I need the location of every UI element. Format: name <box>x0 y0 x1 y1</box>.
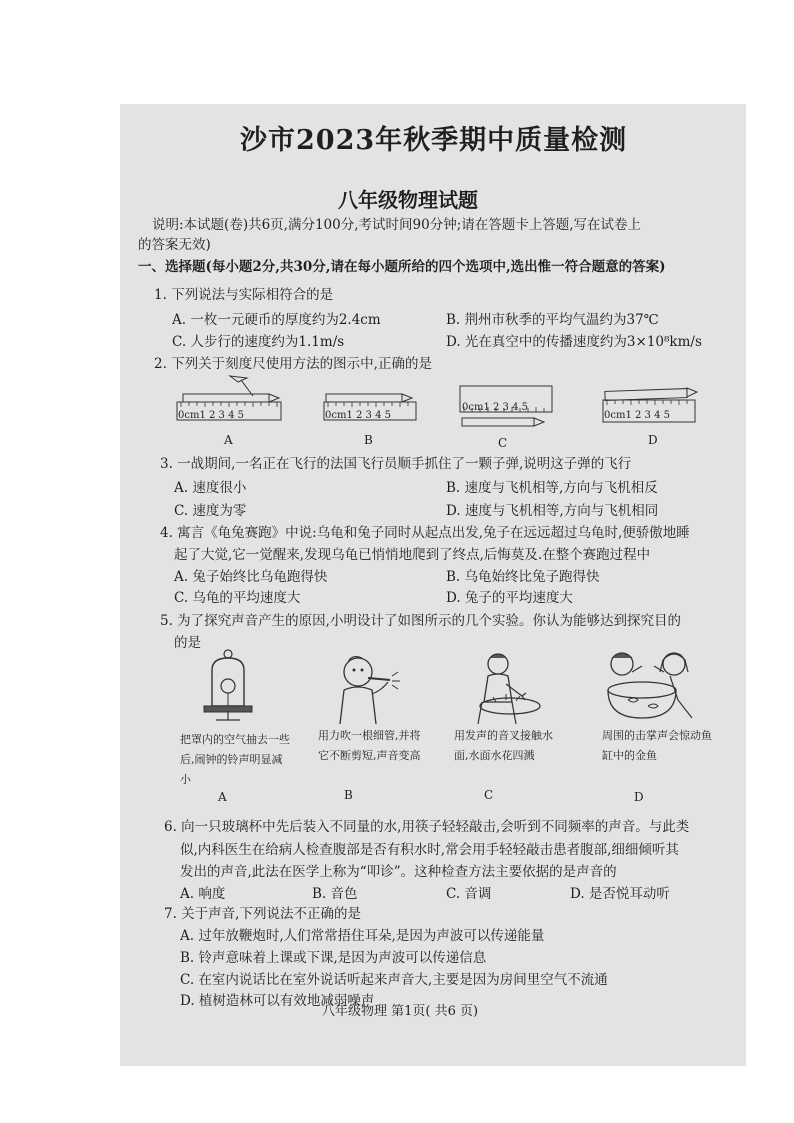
ruler-a-scale: 0cm1 2 3 4 5 <box>178 410 244 421</box>
q5-label-d: D <box>634 790 644 804</box>
q7-option-d: D. 植树造林可以有效地减弱噪声 <box>180 993 375 1009</box>
ruler-d-scale: 0cm1 2 3 4 5 <box>604 410 670 421</box>
q6-option-d: D. 是否悦耳动听 <box>570 886 670 902</box>
q2-label-a: A <box>224 433 233 447</box>
q6-option-c: C. 音调 <box>446 886 492 902</box>
q6-option-a: A. 响度 <box>180 886 226 902</box>
blowing-tube-illustration <box>330 650 404 724</box>
exam-title: 沙市2023年秋季期中质量检测 <box>240 125 628 156</box>
q5-caption-c: 用发声的音叉接触水面,水面水花四溅 <box>454 729 553 762</box>
q2-stem: 2. 下列关于刻度尺使用方法的图示中,正确的是 <box>154 356 432 372</box>
q7-option-a: A. 过年放鞭炮时,人们常常捂住耳朵,是因为声波可以传递能量 <box>180 928 545 944</box>
q6-stem-line3: 发出的声音,此法在医学上称为“叩诊”。这种检查方法主要依据的是声音的 <box>180 864 617 880</box>
q2-label-d: D <box>648 433 658 447</box>
q5-label-c: C <box>484 788 494 802</box>
bell-jar-illustration <box>196 648 260 724</box>
q1-option-c: C. 人步行的速度约为1.1m/s <box>172 334 345 350</box>
q4-option-d: D. 兔子的平均速度大 <box>446 590 573 606</box>
instructions-line1: 说明:本试题(卷)共6页,满分100分,考试时间90分钟;请在答题卡上答题,写在试卷上 <box>152 217 642 233</box>
q2-label-b: B <box>364 433 373 447</box>
q5-stem-line2: 的是 <box>174 635 201 651</box>
ruler-c-scale: 0cm1 2 3 4 5 <box>462 402 528 413</box>
exam-subtitle: 八年级物理试题 <box>338 188 478 212</box>
section-heading: 一、选择题(每小题2分,共30分,请在每小题所给的四个选项中,选出惟一符合题意的答案) <box>138 259 666 275</box>
q5-label-a: A <box>218 790 227 804</box>
q5-caption-d: 周围的击掌声会惊动鱼缸中的金鱼 <box>602 729 712 762</box>
q7-stem: 7. 关于声音,下列说法不正确的是 <box>164 906 361 922</box>
q7-option-c: C. 在室内说话比在室外说话听起来声音大,主要是因为房间里空气不流通 <box>180 972 608 988</box>
q6-stem-line1: 6. 向一只玻璃杯中先后装入不同量的水,用筷子轻轻敲击,会听到不同频率的声音。与此类 <box>164 819 690 835</box>
q5-caption-a: 把罩内的空气抽去一些后,闹钟的铃声明显减小 <box>180 733 290 786</box>
q1-option-a: A. 一枚一元硬币的厚度约为2.4cm <box>172 312 381 328</box>
q3-stem: 3. 一战期间,一名正在飞行的法国飞行员顺手抓住了一颗子弹,说明这子弹的飞行 <box>160 456 632 472</box>
q1-stem: 1. 下列说法与实际相符合的是 <box>154 287 334 303</box>
tuning-fork-illustration <box>466 650 550 726</box>
q3-option-d: D. 速度与飞机相等,方向与飞机相同 <box>446 503 659 519</box>
fish-tank-illustration <box>592 648 702 724</box>
q6-option-b: B. 音色 <box>312 886 358 902</box>
q4-stem-line2: 起了大觉,它一觉醒来,发现乌龟已悄悄地爬到了终点,后悔莫及.在整个赛跑过程中 <box>174 547 651 563</box>
q5-caption-b: 用力吹一根细管,并将它不断剪短,声音变高 <box>318 729 421 762</box>
q3-option-c: C. 速度为零 <box>174 503 247 519</box>
q3-option-a: A. 速度很小 <box>174 480 247 496</box>
q1-option-d: D. 光在真空中的传播速度约为3×10⁸km/s <box>446 334 702 350</box>
q4-option-c: C. 乌龟的平均速度大 <box>174 590 301 606</box>
q5-label-b: B <box>344 788 353 802</box>
q3-option-b: B. 速度与飞机相等,方向与飞机相反 <box>446 480 658 496</box>
q4-option-a: A. 兔子始终比乌龟跑得快 <box>174 569 328 585</box>
q5-stem-line1: 5. 为了探究声音产生的原因,小明设计了如图所示的几个实验。你认为能够达到探究目的 <box>160 613 681 629</box>
q2-label-c: C <box>498 436 508 450</box>
q1-option-b: B. 荆州市秋季的平均气温约为37℃ <box>446 312 659 328</box>
q4-option-b: B. 乌龟始终比兔子跑得快 <box>446 569 600 585</box>
q4-stem-line1: 4. 寓言《龟兔赛跑》中说:乌龟和兔子同时从起点出发,兔子在远远超过乌龟时,便骄傲地睡 <box>160 525 690 541</box>
page-footer: 八年级物理 第1页( 共6 页) <box>322 1004 479 1019</box>
instructions-line2: 的答案无效) <box>138 237 211 253</box>
ruler-b-scale: 0cm1 2 3 4 5 <box>325 410 391 421</box>
q7-option-b: B. 铃声意味着上课或下课,是因为声波可以传递信息 <box>180 950 487 966</box>
q6-stem-line2: 似,内科医生在给病人检查腹部是否有积水时,常会用手轻轻敲击患者腹部,细细倾听其 <box>180 842 679 858</box>
